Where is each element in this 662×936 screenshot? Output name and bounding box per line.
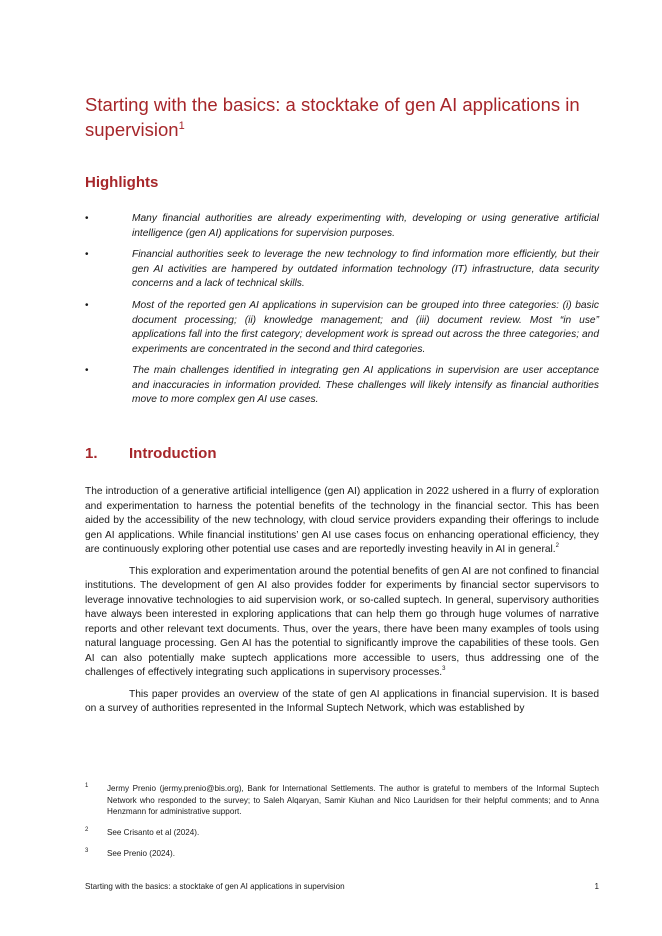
page-number: 1 <box>594 882 599 891</box>
highlight-item <box>85 299 599 357</box>
paragraph-text: This paper provides an overview of the state of gen AI applications in financial supervision. It is based on a survey of authorities represented in the Informal Suptech Network, which was established by <box>85 688 599 715</box>
section-title: Introduction <box>129 445 217 462</box>
page-title <box>85 92 585 142</box>
footnote-ref[interactable]: 2 <box>555 543 559 549</box>
footnote-number: 2 <box>85 827 89 834</box>
highlights-list <box>85 212 599 415</box>
page-footer <box>85 881 599 893</box>
highlight-text: Many financial authorities are already experimenting with, developing or using generative artificial intelligence (gen AI) applications for supervision purposes. <box>132 213 599 239</box>
section-heading-introduction <box>85 444 599 464</box>
paragraph <box>85 565 599 681</box>
footnote-number: 3 <box>85 848 89 855</box>
section-number: 1. <box>85 445 98 462</box>
body-text <box>85 485 599 724</box>
highlight-item <box>85 364 599 408</box>
highlight-text: The main challenges identified in integrating gen AI applications in supervision are user acceptance and inaccuracies in information provided. These challenges will likely intensify as financial authorities move to more complex gen AI use cases. <box>132 365 599 406</box>
bullet-icon: • <box>85 249 89 261</box>
footnote <box>85 848 599 860</box>
bullet-icon: • <box>85 365 89 377</box>
paragraph <box>85 485 599 558</box>
bullet-icon: • <box>85 300 89 312</box>
footnote-text: See Crisanto et al (2024). <box>107 828 200 838</box>
footnote-text: Jermy Prenio (jermy.prenio@bis.org), Bank for International Settlements. The author is grateful to members of the Informal Suptech Network who responded to the survey; to Saleh Alqaryan, Samir Kiuhan and Nico Lauridsen for their helpful comments; and to Anna Henzmann for administrative support. <box>107 784 599 817</box>
paragraph-text: The introduction of a generative artificial intelligence (gen AI) application in 2022 ushered in a flurry of exploration and experimentation to harness the potential benefits of the technology in the financial sector. This has been aided by the accessibility of the new technology, with cloud service providers expanding their offerings to include gen AI applications. While financial institutions’ gen AI use cases focus on enhancing operational efficiency, they are continuously exploring other potential use cases and are reportedly investing heavily in AI in general. <box>85 486 599 555</box>
footnote-text: See Prenio (2024). <box>107 849 175 859</box>
running-title: Starting with the basics: a stocktake of gen AI applications in supervision <box>85 882 345 891</box>
bullet-icon: • <box>85 213 89 224</box>
title-footnote-ref[interactable]: 1 <box>178 120 185 132</box>
footnote-ref[interactable]: 3 <box>442 666 446 673</box>
highlight-item <box>85 248 599 292</box>
title-text: Starting with the basics: a stocktake of gen AI applications in supervision <box>85 94 580 140</box>
paragraph-text: This exploration and experimentation around the potential benefits of gen AI are not confined to financial institutions. The development of gen AI also provides fodder for experiments by financial sector supervisors to leverage innovative technologies to aid supervision work, or so-called suptech. In general, supervisory authorities have always been interested in exploring applications that can help them go through huge volumes of narrative reports and other relevant text documents. Thus, over the years, there have been many examples of tools using natural language processing. Gen AI has the potential to significantly improve the capabilities of these tools. Gen AI can also potentially make suptech applications more accessible to users, thus addressing one of the challenges of effectively integrating such applications in supervisory processes. <box>85 565 599 679</box>
paragraph <box>85 688 599 717</box>
footnote <box>85 827 599 839</box>
highlight-text: Most of the reported gen AI applications in supervision can be grouped into three categories: (i) basic document processing; (ii) knowledge management; and (iii) document review. Most “in use” applications fall into the first category; development work is spread out across the three categories; and experiments are concentrated in the second and third categories. <box>132 300 599 355</box>
footnote-number: 1 <box>85 783 89 789</box>
highlight-item <box>85 212 599 241</box>
highlight-text: Financial authorities seek to leverage the new technology to find information more efficiently, but their gen AI activities are hampered by outdated information technology (IT) infrastructure, data security concerns and a lack of technical skills. <box>132 249 599 290</box>
highlights-heading: Highlights <box>85 174 159 191</box>
footnotes <box>85 783 599 869</box>
footnote <box>85 783 599 818</box>
